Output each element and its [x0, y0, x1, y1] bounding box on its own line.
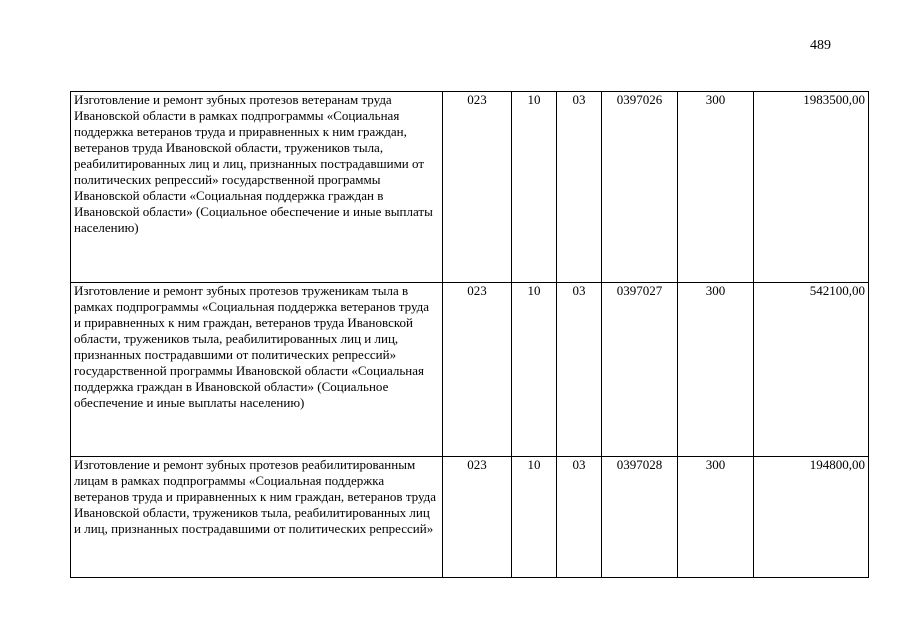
section-code-cell: 10 [512, 92, 557, 283]
expense-name-cell: Изготовление и ремонт зубных протезов труженикам тыла в рамках подпрограммы «Социальная поддержка ветеранов труда и приравненных к ним граждан, ветеранов труда Ивановской области, тружеников тыла, реабилитированных лиц и лиц, признанных пострадавшими от политических репрессий» государственной программы Ивановской области «Социальная поддержка граждан в Ивановской области» (Социальное обеспечение и иные выплаты населению) [71, 283, 443, 457]
target-article-cell: 0397026 [602, 92, 678, 283]
expense-type-cell: 300 [678, 283, 754, 457]
subsection-code-cell: 03 [557, 92, 602, 283]
subsection-code-cell: 03 [557, 457, 602, 578]
table-row [71, 283, 869, 457]
target-article-cell: 0397027 [602, 283, 678, 457]
amount-cell: 1983500,00 [754, 92, 869, 283]
ministry-code-cell: 023 [443, 283, 512, 457]
section-code-cell: 10 [512, 283, 557, 457]
section-code-cell: 10 [512, 457, 557, 578]
amount-cell: 542100,00 [754, 283, 869, 457]
target-article-cell: 0397028 [602, 457, 678, 578]
table-row [71, 457, 869, 578]
subsection-code-cell: 03 [557, 283, 602, 457]
expense-name-cell: Изготовление и ремонт зубных протезов ветеранам труда Ивановской области в рамках подпрограммы «Социальная поддержка ветеранов труда и приравненных к ним граждан, ветеранов труда Ивановской области, тружеников тыла, реабилитированных лиц и лиц, признанных пострадавшими от политических репрессий» государственной программы Ивановской области «Социальная поддержка граждан в Ивановской области» (Социальное обеспечение и иные выплаты населению) [71, 92, 443, 283]
expense-type-cell: 300 [678, 92, 754, 283]
ministry-code-cell: 023 [443, 457, 512, 578]
amount-cell: 194800,00 [754, 457, 869, 578]
page-number: 489 [810, 38, 831, 53]
expense-name-cell: Изготовление и ремонт зубных протезов реабилитированным лицам в рамках подпрограммы «Социальная поддержка ветеранов труда и приравненных к ним граждан, ветеранов труда Ивановской области, тружеников тыла, реабилитированных лиц и лиц, признанных пострадавшими от политических репрессий» [71, 457, 443, 578]
expense-type-cell: 300 [678, 457, 754, 578]
table-row [71, 92, 869, 283]
budget-table [70, 91, 869, 578]
ministry-code-cell: 023 [443, 92, 512, 283]
